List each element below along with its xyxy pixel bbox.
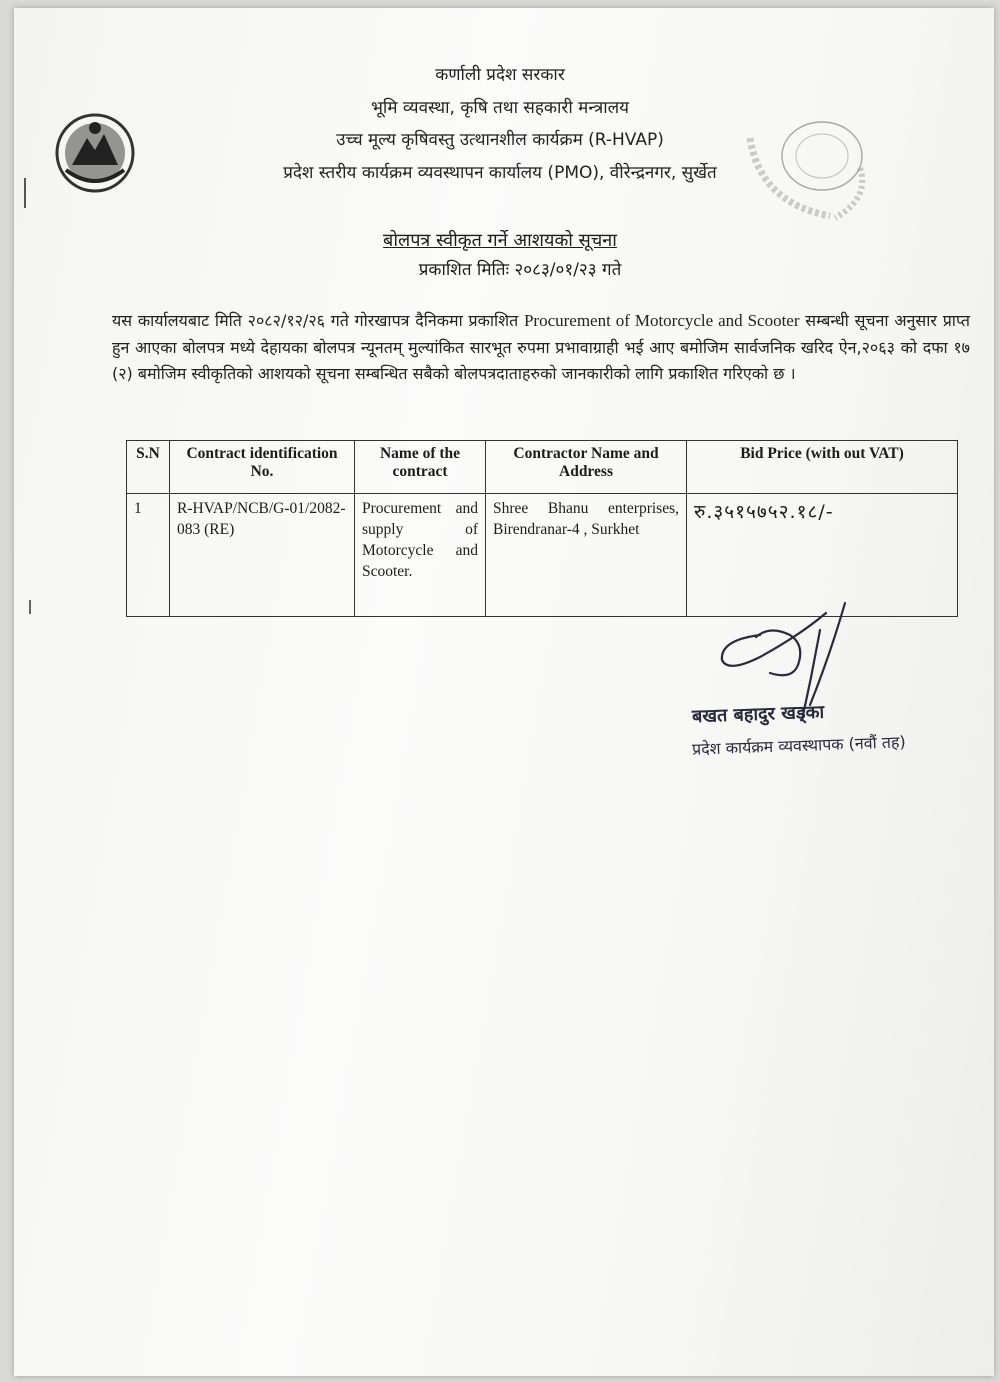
- col-header-contractor: Contractor Name and Address: [486, 441, 687, 494]
- cell-contract-id: R-HVAP/NCB/G-01/2082-083 (RE): [170, 494, 355, 617]
- header-line-1: कर्णाली प्रदेश सरकार: [435, 65, 565, 85]
- table-header-row: [127, 441, 958, 494]
- header-line-2: भूमि व्यवस्था, कृषि तथा सहकारी मन्त्रालय: [370, 98, 630, 118]
- header-line-4: प्रदेश स्तरीय कार्यक्रम व्यवस्थापन कार्यालय (PMO), वीरेन्द्रनगर, सुर्खेत: [283, 163, 717, 183]
- body-text-part2: Procurement of Motorcycle and Scooter: [523, 311, 800, 330]
- col-header-sn: S.N: [127, 441, 170, 494]
- margin-mark: [29, 600, 31, 614]
- notice-body: [112, 308, 970, 388]
- col-header-bid-price: Bid Price (with out VAT): [687, 441, 958, 494]
- header-line-3: उच्च मूल्य कृषिवस्तु उत्थानशील कार्यक्रम (R-HVAP): [336, 130, 664, 150]
- signer-name: बखत बहादुर खड्का: [691, 701, 825, 728]
- nepal-emblem-icon: [52, 110, 138, 196]
- col-header-contract-name: Name of the contract: [355, 441, 486, 494]
- cell-sn: 1: [127, 494, 170, 617]
- office-stamp-icon: [740, 108, 890, 228]
- notice-title: बोलपत्र स्वीकृत गर्ने आशयको सूचना: [383, 230, 617, 251]
- cell-contract-name: Procurement and supply of Motorcycle and Scooter.: [355, 494, 486, 617]
- body-text-part1: यस कार्यालयबाट मिति २०८२/१२/२६ गते गोरखापत्र दैनिकमा प्रकाशित: [112, 311, 524, 330]
- signer-position: प्रदेश कार्यक्रम व्यवस्थापक (नवौं तह): [691, 732, 907, 759]
- col-header-contract-id: Contract identification No.: [170, 441, 355, 494]
- cell-bid-price: रु.३५१५७५२.१८/-: [687, 494, 958, 617]
- cell-contractor: Shree Bhanu enterprises, Birendranar-4 , Surkhet: [486, 494, 687, 617]
- bid-table: [126, 440, 958, 617]
- body-text-part3: सम्बन्धी सूचना अनुसार प्राप्त हुन आएका बोलपत्र मध्ये देहायका बोलपत्र न्यूनतम् मुल्यांकित सारभूत रुपमा प्रभावाग्राही भई आए बमोजिम सार्वजनिक खरिद ऐन,२०६३ को दफा १७ (२) बमोजिम स्वीकृतिको आशयको सूचना सम्बन्धित सबैको बोलपत्रदाताहरुको जानकारीको लागि प्रकाशित गरिएको छ ।: [112, 311, 970, 383]
- published-date: प्रकाशित मितिः २०८३/०१/२३ गते: [418, 260, 622, 280]
